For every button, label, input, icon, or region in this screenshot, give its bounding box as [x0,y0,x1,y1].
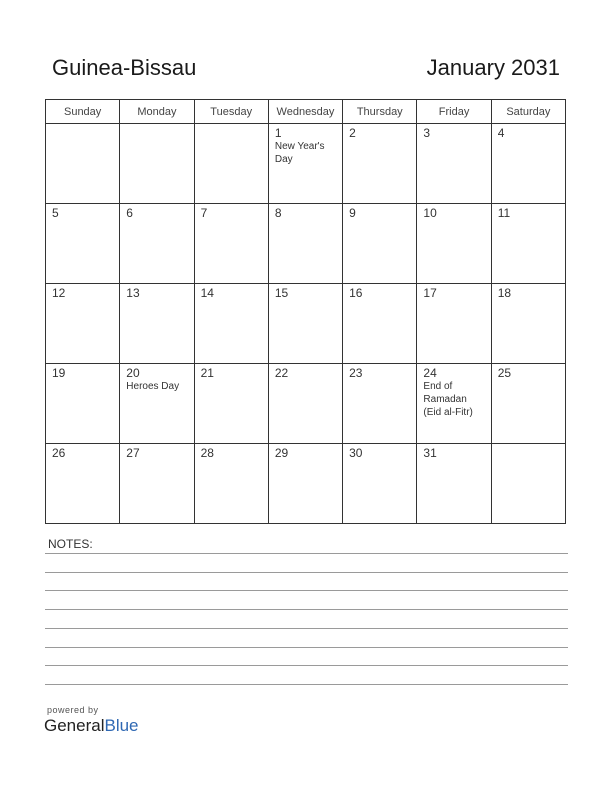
day-number: 13 [126,286,140,300]
day-cell-15 [268,284,342,364]
weekday-wednesday: Wednesday [268,100,342,124]
notes-label: NOTES: [48,537,93,551]
day-number: 11 [497,206,511,220]
day-cell-13 [120,284,194,364]
day-number: 15 [274,286,289,300]
notes-line [45,553,568,554]
day-cell-22 [268,364,342,444]
day-cell-31 [417,444,491,524]
weekday-monday: Monday [120,100,194,124]
day-number: 4 [497,126,505,140]
day-cell-16 [343,284,417,364]
day-number: 30 [349,446,363,460]
notes-line [45,572,568,573]
weekday-header-row [46,100,566,124]
day-cell-28 [194,444,268,524]
day-number: 7 [200,206,208,220]
day-number: 6 [126,206,133,220]
day-cell-29 [268,444,342,524]
day-number: 28 [200,446,214,460]
day-cell-21 [194,364,268,444]
empty-day-cell [194,124,268,204]
week-row [46,204,566,284]
notes-line [45,628,568,629]
notes-line [45,647,568,648]
week-row [46,284,566,364]
powered-by-text: powered by [47,705,99,715]
week-row [46,444,566,524]
brand-blue: Blue [104,716,139,735]
holiday-label: Heroes Day [126,381,180,392]
day-cell-19 [46,364,120,444]
weekday-tuesday: Tuesday [194,100,268,124]
day-number: 19 [52,366,66,380]
day-number: 24 [423,366,437,380]
day-cell-14 [194,284,268,364]
day-cell-2 [343,124,417,204]
day-cell-8 [268,204,342,284]
day-number: 5 [52,206,59,220]
day-cell-10 [417,204,491,284]
holiday-label: New Year's Day [274,141,325,165]
generalblue-logo [44,716,139,736]
month-title: January 2031 [426,55,560,80]
day-cell-25 [491,364,565,444]
country-title: Guinea-Bissau [52,55,197,80]
day-cell-24 [417,364,491,444]
day-number: 16 [349,286,363,300]
day-cell-6 [120,204,194,284]
week-row [46,364,566,444]
holiday-label: End of Ramadan (Eid al-Fitr) [423,381,473,418]
day-cell-30 [343,444,417,524]
day-number: 1 [274,126,282,140]
brand-general: General [44,716,105,735]
empty-day-cell [120,124,194,204]
day-number: 14 [200,286,214,300]
day-number: 26 [52,446,66,460]
day-number: 25 [497,366,512,380]
day-cell-12 [46,284,120,364]
weekday-sunday: Sunday [46,100,120,124]
day-cell-3 [417,124,491,204]
day-cell-26 [46,444,120,524]
empty-day-cell [46,124,120,204]
day-cell-11 [491,204,565,284]
day-cell-9 [343,204,417,284]
weekday-friday: Friday [417,100,491,124]
day-number: 21 [200,366,214,380]
day-number: 31 [423,446,437,460]
weekday-thursday: Thursday [343,100,417,124]
day-cell-7 [194,204,268,284]
day-cell-4 [491,124,565,204]
empty-day-cell [491,444,565,524]
day-number: 2 [349,126,356,140]
day-number: 29 [274,446,289,460]
day-number: 18 [497,286,512,300]
day-cell-27 [120,444,194,524]
day-number: 22 [274,366,289,380]
day-number: 20 [126,366,140,380]
notes-line [45,684,568,685]
day-number: 10 [423,206,437,220]
notes-line [45,665,568,666]
day-number: 27 [126,446,140,460]
calendar-grid [45,99,566,524]
day-number: 23 [349,366,363,380]
day-cell-1 [268,124,342,204]
day-cell-20 [120,364,194,444]
day-cell-18 [491,284,565,364]
day-number: 9 [349,206,356,220]
day-number: 8 [274,206,282,220]
day-number: 17 [423,286,437,300]
day-cell-17 [417,284,491,364]
day-cell-5 [46,204,120,284]
notes-line [45,609,568,610]
day-number: 3 [423,126,431,140]
day-number: 12 [52,286,66,300]
day-cell-23 [343,364,417,444]
weekday-saturday: Saturday [491,100,565,124]
week-row [46,124,566,204]
notes-line [45,590,568,591]
